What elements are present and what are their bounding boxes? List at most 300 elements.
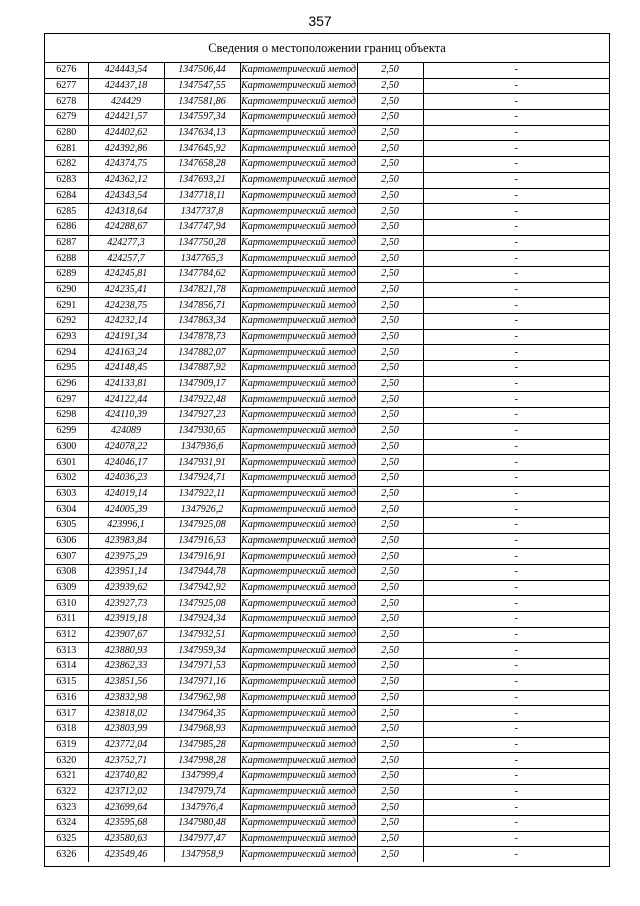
y-coordinate-cell: 1347916,53 [164, 533, 240, 549]
method-cell: Картометрический метод [240, 737, 357, 753]
x-coordinate-cell: 424005,39 [88, 502, 164, 518]
table-title: Сведения о местоположении границ объекта [45, 34, 609, 63]
point-number-cell: 6295 [45, 361, 88, 377]
x-coordinate-cell: 423549,46 [88, 847, 164, 862]
point-number-cell: 6299 [45, 423, 88, 439]
point-number-cell: 6324 [45, 816, 88, 832]
x-coordinate-cell: 423927,73 [88, 596, 164, 612]
method-cell: Картометрический метод [240, 251, 357, 267]
point-number-cell: 6322 [45, 784, 88, 800]
accuracy-cell: 2,50 [357, 125, 423, 141]
point-number-cell: 6284 [45, 188, 88, 204]
description-cell: - [423, 314, 609, 330]
description-cell: - [423, 706, 609, 722]
y-coordinate-cell: 1347547,55 [164, 78, 240, 94]
coordinates-table [45, 63, 609, 862]
accuracy-cell: 2,50 [357, 784, 423, 800]
point-number-cell: 6311 [45, 612, 88, 628]
description-cell: - [423, 565, 609, 581]
y-coordinate-cell: 1347882,07 [164, 345, 240, 361]
accuracy-cell: 2,50 [357, 94, 423, 110]
x-coordinate-cell: 424238,75 [88, 298, 164, 314]
accuracy-cell: 2,50 [357, 282, 423, 298]
y-coordinate-cell: 1347926,2 [164, 502, 240, 518]
method-cell: Картометрический метод [240, 110, 357, 126]
accuracy-cell: 2,50 [357, 612, 423, 628]
table-row [45, 439, 609, 455]
accuracy-cell: 2,50 [357, 266, 423, 282]
accuracy-cell: 2,50 [357, 800, 423, 816]
method-cell: Картометрический метод [240, 502, 357, 518]
y-coordinate-cell: 1347887,92 [164, 361, 240, 377]
point-number-cell: 6282 [45, 157, 88, 173]
point-number-cell: 6303 [45, 486, 88, 502]
method-cell: Картометрический метод [240, 439, 357, 455]
x-coordinate-cell: 424343,54 [88, 188, 164, 204]
point-number-cell: 6298 [45, 408, 88, 424]
table-row [45, 533, 609, 549]
description-cell: - [423, 235, 609, 251]
point-number-cell: 6318 [45, 721, 88, 737]
y-coordinate-cell: 1347999,4 [164, 768, 240, 784]
table-row [45, 204, 609, 220]
table-row [45, 517, 609, 533]
y-coordinate-cell: 1347750,28 [164, 235, 240, 251]
x-coordinate-cell: 424257,7 [88, 251, 164, 267]
method-cell: Картометрический метод [240, 517, 357, 533]
accuracy-cell: 2,50 [357, 78, 423, 94]
table-row [45, 737, 609, 753]
x-coordinate-cell: 423752,71 [88, 753, 164, 769]
y-coordinate-cell: 1347976,4 [164, 800, 240, 816]
point-number-cell: 6279 [45, 110, 88, 126]
y-coordinate-cell: 1347693,21 [164, 172, 240, 188]
description-cell: - [423, 94, 609, 110]
y-coordinate-cell: 1347968,93 [164, 721, 240, 737]
table-row [45, 172, 609, 188]
x-coordinate-cell: 424148,45 [88, 361, 164, 377]
description-cell: - [423, 831, 609, 847]
accuracy-cell: 2,50 [357, 753, 423, 769]
description-cell: - [423, 659, 609, 675]
y-coordinate-cell: 1347925,08 [164, 517, 240, 533]
y-coordinate-cell: 1347936,6 [164, 439, 240, 455]
method-cell: Картометрический метод [240, 455, 357, 471]
accuracy-cell: 2,50 [357, 329, 423, 345]
y-coordinate-cell: 1347506,44 [164, 63, 240, 78]
description-cell: - [423, 800, 609, 816]
y-coordinate-cell: 1347971,16 [164, 674, 240, 690]
description-cell: - [423, 768, 609, 784]
x-coordinate-cell: 423880,93 [88, 643, 164, 659]
description-cell: - [423, 816, 609, 832]
method-cell: Картометрический метод [240, 361, 357, 377]
description-cell: - [423, 737, 609, 753]
method-cell: Картометрический метод [240, 847, 357, 862]
y-coordinate-cell: 1347932,51 [164, 627, 240, 643]
description-cell: - [423, 110, 609, 126]
accuracy-cell: 2,50 [357, 706, 423, 722]
accuracy-cell: 2,50 [357, 847, 423, 862]
accuracy-cell: 2,50 [357, 439, 423, 455]
point-number-cell: 6285 [45, 204, 88, 220]
description-cell: - [423, 486, 609, 502]
table-row [45, 125, 609, 141]
x-coordinate-cell: 424392,86 [88, 141, 164, 157]
accuracy-cell: 2,50 [357, 172, 423, 188]
accuracy-cell: 2,50 [357, 314, 423, 330]
x-coordinate-cell: 423772,04 [88, 737, 164, 753]
description-cell: - [423, 282, 609, 298]
point-number-cell: 6281 [45, 141, 88, 157]
x-coordinate-cell: 424089 [88, 423, 164, 439]
point-number-cell: 6291 [45, 298, 88, 314]
x-coordinate-cell: 424046,17 [88, 455, 164, 471]
method-cell: Картометрический метод [240, 721, 357, 737]
y-coordinate-cell: 1347909,17 [164, 376, 240, 392]
y-coordinate-cell: 1347959,34 [164, 643, 240, 659]
method-cell: Картометрический метод [240, 266, 357, 282]
table-row [45, 659, 609, 675]
accuracy-cell: 2,50 [357, 376, 423, 392]
y-coordinate-cell: 1347958,9 [164, 847, 240, 862]
method-cell: Картометрический метод [240, 78, 357, 94]
point-number-cell: 6294 [45, 345, 88, 361]
accuracy-cell: 2,50 [357, 157, 423, 173]
accuracy-cell: 2,50 [357, 690, 423, 706]
method-cell: Картометрический метод [240, 533, 357, 549]
y-coordinate-cell: 1347916,91 [164, 549, 240, 565]
x-coordinate-cell: 424235,41 [88, 282, 164, 298]
x-coordinate-cell: 424374,75 [88, 157, 164, 173]
y-coordinate-cell: 1347979,74 [164, 784, 240, 800]
accuracy-cell: 2,50 [357, 235, 423, 251]
table-row [45, 78, 609, 94]
x-coordinate-cell: 424429 [88, 94, 164, 110]
x-coordinate-cell: 423939,62 [88, 580, 164, 596]
table-row [45, 721, 609, 737]
x-coordinate-cell: 423818,02 [88, 706, 164, 722]
x-coordinate-cell: 423803,99 [88, 721, 164, 737]
table-row [45, 376, 609, 392]
y-coordinate-cell: 1347878,73 [164, 329, 240, 345]
y-coordinate-cell: 1347581,86 [164, 94, 240, 110]
method-cell: Картометрический метод [240, 690, 357, 706]
description-cell: - [423, 219, 609, 235]
description-cell: - [423, 470, 609, 486]
x-coordinate-cell: 424362,12 [88, 172, 164, 188]
accuracy-cell: 2,50 [357, 674, 423, 690]
table-row [45, 753, 609, 769]
description-cell: - [423, 157, 609, 173]
description-cell: - [423, 423, 609, 439]
point-number-cell: 6316 [45, 690, 88, 706]
x-coordinate-cell: 424277,3 [88, 235, 164, 251]
point-number-cell: 6300 [45, 439, 88, 455]
accuracy-cell: 2,50 [357, 549, 423, 565]
method-cell: Картометрический метод [240, 298, 357, 314]
accuracy-cell: 2,50 [357, 643, 423, 659]
x-coordinate-cell: 424288,67 [88, 219, 164, 235]
table-row [45, 392, 609, 408]
description-cell: - [423, 251, 609, 267]
method-cell: Картометрический метод [240, 125, 357, 141]
x-coordinate-cell: 424163,24 [88, 345, 164, 361]
table-row [45, 188, 609, 204]
method-cell: Картометрический метод [240, 172, 357, 188]
x-coordinate-cell: 424402,62 [88, 125, 164, 141]
point-number-cell: 6321 [45, 768, 88, 784]
accuracy-cell: 2,50 [357, 565, 423, 581]
point-number-cell: 6319 [45, 737, 88, 753]
table-row [45, 674, 609, 690]
method-cell: Картометрический метод [240, 235, 357, 251]
method-cell: Картометрический метод [240, 627, 357, 643]
y-coordinate-cell: 1347765,3 [164, 251, 240, 267]
point-number-cell: 6283 [45, 172, 88, 188]
table-row [45, 423, 609, 439]
accuracy-cell: 2,50 [357, 596, 423, 612]
method-cell: Картометрический метод [240, 706, 357, 722]
method-cell: Картометрический метод [240, 392, 357, 408]
description-cell: - [423, 78, 609, 94]
point-number-cell: 6310 [45, 596, 88, 612]
method-cell: Картометрический метод [240, 800, 357, 816]
y-coordinate-cell: 1347962,98 [164, 690, 240, 706]
description-cell: - [423, 753, 609, 769]
accuracy-cell: 2,50 [357, 816, 423, 832]
table-row [45, 110, 609, 126]
y-coordinate-cell: 1347942,92 [164, 580, 240, 596]
description-cell: - [423, 721, 609, 737]
y-coordinate-cell: 1347977,47 [164, 831, 240, 847]
y-coordinate-cell: 1347737,8 [164, 204, 240, 220]
x-coordinate-cell: 423595,68 [88, 816, 164, 832]
accuracy-cell: 2,50 [357, 768, 423, 784]
table-row [45, 455, 609, 471]
accuracy-cell: 2,50 [357, 392, 423, 408]
x-coordinate-cell: 424133,81 [88, 376, 164, 392]
x-coordinate-cell: 424245,81 [88, 266, 164, 282]
x-coordinate-cell: 424110,39 [88, 408, 164, 424]
point-number-cell: 6290 [45, 282, 88, 298]
table-row [45, 408, 609, 424]
x-coordinate-cell: 424191,34 [88, 329, 164, 345]
point-number-cell: 6287 [45, 235, 88, 251]
method-cell: Картометрический метод [240, 565, 357, 581]
method-cell: Картометрический метод [240, 596, 357, 612]
accuracy-cell: 2,50 [357, 721, 423, 737]
description-cell: - [423, 674, 609, 690]
table-row [45, 706, 609, 722]
x-coordinate-cell: 423907,67 [88, 627, 164, 643]
x-coordinate-cell: 424232,14 [88, 314, 164, 330]
description-cell: - [423, 63, 609, 78]
description-cell: - [423, 502, 609, 518]
method-cell: Картометрический метод [240, 831, 357, 847]
method-cell: Картометрический метод [240, 282, 357, 298]
table-row [45, 549, 609, 565]
point-number-cell: 6326 [45, 847, 88, 862]
point-number-cell: 6307 [45, 549, 88, 565]
point-number-cell: 6325 [45, 831, 88, 847]
y-coordinate-cell: 1347998,28 [164, 753, 240, 769]
x-coordinate-cell: 423983,84 [88, 533, 164, 549]
point-number-cell: 6286 [45, 219, 88, 235]
y-coordinate-cell: 1347924,71 [164, 470, 240, 486]
table-row [45, 235, 609, 251]
accuracy-cell: 2,50 [357, 204, 423, 220]
point-number-cell: 6320 [45, 753, 88, 769]
x-coordinate-cell: 423699,64 [88, 800, 164, 816]
y-coordinate-cell: 1347784,62 [164, 266, 240, 282]
method-cell: Картометрический метод [240, 612, 357, 628]
y-coordinate-cell: 1347718,11 [164, 188, 240, 204]
table-row [45, 141, 609, 157]
table-row [45, 361, 609, 377]
table-row [45, 580, 609, 596]
method-cell: Картометрический метод [240, 157, 357, 173]
point-number-cell: 6314 [45, 659, 88, 675]
method-cell: Картометрический метод [240, 188, 357, 204]
table-row [45, 282, 609, 298]
method-cell: Картометрический метод [240, 376, 357, 392]
table-row [45, 612, 609, 628]
y-coordinate-cell: 1347645,92 [164, 141, 240, 157]
table-row [45, 314, 609, 330]
x-coordinate-cell: 423851,56 [88, 674, 164, 690]
x-coordinate-cell: 423862,33 [88, 659, 164, 675]
point-number-cell: 6306 [45, 533, 88, 549]
description-cell: - [423, 517, 609, 533]
method-cell: Картометрический метод [240, 408, 357, 424]
x-coordinate-cell: 424437,18 [88, 78, 164, 94]
method-cell: Картометрический метод [240, 643, 357, 659]
table-row [45, 596, 609, 612]
description-cell: - [423, 643, 609, 659]
description-cell: - [423, 361, 609, 377]
description-cell: - [423, 784, 609, 800]
table-row [45, 63, 609, 78]
description-cell: - [423, 266, 609, 282]
table-row [45, 690, 609, 706]
accuracy-cell: 2,50 [357, 455, 423, 471]
description-cell: - [423, 455, 609, 471]
description-cell: - [423, 329, 609, 345]
y-coordinate-cell: 1347927,23 [164, 408, 240, 424]
description-cell: - [423, 125, 609, 141]
method-cell: Картометрический метод [240, 674, 357, 690]
accuracy-cell: 2,50 [357, 517, 423, 533]
description-cell: - [423, 408, 609, 424]
method-cell: Картометрический метод [240, 141, 357, 157]
y-coordinate-cell: 1347980,48 [164, 816, 240, 832]
accuracy-cell: 2,50 [357, 110, 423, 126]
method-cell: Картометрический метод [240, 345, 357, 361]
point-number-cell: 6288 [45, 251, 88, 267]
point-number-cell: 6309 [45, 580, 88, 596]
boundary-table-frame [44, 33, 610, 867]
accuracy-cell: 2,50 [357, 533, 423, 549]
x-coordinate-cell: 424421,57 [88, 110, 164, 126]
table-row [45, 298, 609, 314]
method-cell: Картометрический метод [240, 204, 357, 220]
y-coordinate-cell: 1347856,71 [164, 298, 240, 314]
accuracy-cell: 2,50 [357, 219, 423, 235]
y-coordinate-cell: 1347658,28 [164, 157, 240, 173]
description-cell: - [423, 533, 609, 549]
y-coordinate-cell: 1347971,53 [164, 659, 240, 675]
accuracy-cell: 2,50 [357, 470, 423, 486]
y-coordinate-cell: 1347931,91 [164, 455, 240, 471]
coordinates-table-body [45, 63, 609, 862]
accuracy-cell: 2,50 [357, 423, 423, 439]
method-cell: Картометрический метод [240, 816, 357, 832]
y-coordinate-cell: 1347924,34 [164, 612, 240, 628]
x-coordinate-cell: 423951,14 [88, 565, 164, 581]
method-cell: Картометрический метод [240, 486, 357, 502]
x-coordinate-cell: 424443,54 [88, 63, 164, 78]
table-row [45, 502, 609, 518]
x-coordinate-cell: 424078,22 [88, 439, 164, 455]
method-cell: Картометрический метод [240, 470, 357, 486]
method-cell: Картометрический метод [240, 329, 357, 345]
description-cell: - [423, 580, 609, 596]
x-coordinate-cell: 423580,63 [88, 831, 164, 847]
point-number-cell: 6276 [45, 63, 88, 78]
accuracy-cell: 2,50 [357, 737, 423, 753]
y-coordinate-cell: 1347863,34 [164, 314, 240, 330]
y-coordinate-cell: 1347985,28 [164, 737, 240, 753]
x-coordinate-cell: 423919,18 [88, 612, 164, 628]
description-cell: - [423, 376, 609, 392]
point-number-cell: 6296 [45, 376, 88, 392]
x-coordinate-cell: 424318,64 [88, 204, 164, 220]
table-row [45, 831, 609, 847]
table-row [45, 627, 609, 643]
description-cell: - [423, 612, 609, 628]
method-cell: Картометрический метод [240, 784, 357, 800]
y-coordinate-cell: 1347925,08 [164, 596, 240, 612]
description-cell: - [423, 596, 609, 612]
description-cell: - [423, 690, 609, 706]
table-row [45, 345, 609, 361]
table-row [45, 816, 609, 832]
method-cell: Картометрический метод [240, 94, 357, 110]
method-cell: Картометрический метод [240, 659, 357, 675]
accuracy-cell: 2,50 [357, 502, 423, 518]
accuracy-cell: 2,50 [357, 345, 423, 361]
accuracy-cell: 2,50 [357, 63, 423, 78]
point-number-cell: 6313 [45, 643, 88, 659]
x-coordinate-cell: 423832,98 [88, 690, 164, 706]
y-coordinate-cell: 1347821,78 [164, 282, 240, 298]
accuracy-cell: 2,50 [357, 408, 423, 424]
accuracy-cell: 2,50 [357, 188, 423, 204]
y-coordinate-cell: 1347944,78 [164, 565, 240, 581]
point-number-cell: 6292 [45, 314, 88, 330]
method-cell: Картометрический метод [240, 768, 357, 784]
y-coordinate-cell: 1347634,13 [164, 125, 240, 141]
description-cell: - [423, 345, 609, 361]
description-cell: - [423, 172, 609, 188]
accuracy-cell: 2,50 [357, 580, 423, 596]
table-row [45, 800, 609, 816]
accuracy-cell: 2,50 [357, 141, 423, 157]
page-number: 357 [308, 13, 332, 29]
point-number-cell: 6297 [45, 392, 88, 408]
description-cell: - [423, 549, 609, 565]
